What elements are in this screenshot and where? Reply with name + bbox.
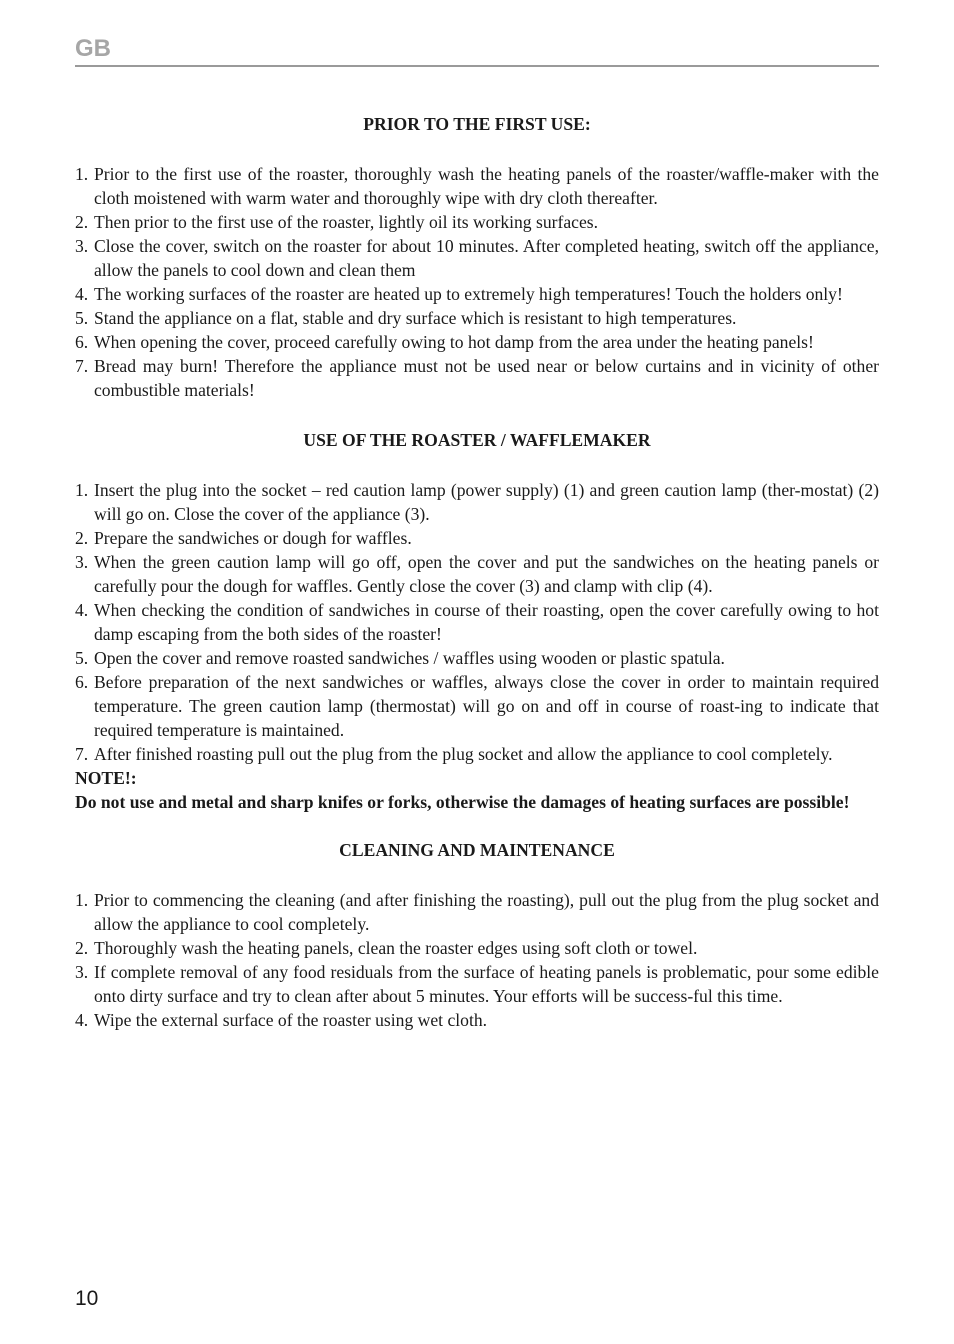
list-item: [75, 354, 879, 402]
section-title-first-use: PRIOR TO THE FIRST USE:: [363, 114, 591, 134]
list-item: [75, 330, 879, 354]
item-number: 6.: [75, 672, 89, 692]
item-number: 3.: [75, 962, 89, 982]
item-number: 7.: [75, 356, 89, 376]
item-text: If complete removal of any food residuals from the surface of heating panels is problematic, pour some edible onto dirty surface and try to clean after about 5 minutes. Your efforts will be success-ful this time.: [94, 962, 879, 1006]
manual-content: [75, 112, 879, 1058]
list-item: [75, 526, 879, 550]
item-number: 3.: [75, 552, 89, 572]
item-text: When opening the cover, proceed carefully owing to hot damp from the area under the heating panels!: [94, 332, 814, 352]
language-tag: GB: [75, 35, 111, 62]
list-item: [75, 742, 879, 766]
item-number: 5.: [75, 648, 89, 668]
cleaning-list: [75, 888, 879, 1032]
section-title-use: USE OF THE ROASTER / WAFFLEMAKER: [303, 430, 651, 450]
item-text: After finished roasting pull out the plug from the plug socket and allow the appliance to cool completely.: [94, 744, 833, 764]
note-label: NOTE!:: [75, 768, 137, 788]
item-number: 1.: [75, 164, 89, 184]
list-item: [75, 888, 879, 936]
list-item: [75, 960, 879, 1008]
item-number: 4.: [75, 1010, 89, 1030]
item-number: 3.: [75, 236, 89, 256]
page-number: 10: [75, 1287, 99, 1310]
list-item: [75, 306, 879, 330]
first-use-list: [75, 162, 879, 402]
list-item: [75, 478, 879, 526]
item-text: Prepare the sandwiches or dough for waffles.: [94, 528, 412, 548]
item-number: 2.: [75, 528, 89, 548]
item-number: 4.: [75, 284, 89, 304]
list-item: [75, 162, 879, 210]
item-text: Prior to the first use of the roaster, thoroughly wash the heating panels of the roaster/waffle-maker with the cloth moistened with warm water and thoroughly wipe with dry cloth thereafter.: [94, 164, 879, 208]
item-text: Before preparation of the next sandwiches or waffles, always close the cover in order to maintain required temperature. The green caution lamp (thermostat) will go on and off in course of roast-ing to indicate that required temperature is maintained.: [94, 672, 879, 740]
item-text: Then prior to the first use of the roaster, lightly oil its working surfaces.: [94, 212, 599, 232]
header-divider: [75, 65, 879, 67]
list-item: [75, 646, 879, 670]
item-text: Bread may burn! Therefore the appliance must not be used near or below curtains and in vicinity of other combustible materials!: [94, 356, 879, 400]
list-item: [75, 598, 879, 646]
list-item: [75, 936, 879, 960]
note-text: Do not use and metal and sharp knifes or forks, otherwise the damages of heating surfaces are possible!: [75, 792, 850, 812]
item-text: Open the cover and remove roasted sandwiches / waffles using wooden or plastic spatula.: [94, 648, 725, 668]
item-text: Wipe the external surface of the roaster using wet cloth.: [94, 1010, 488, 1030]
item-number: 2.: [75, 212, 89, 232]
item-text: Prior to commencing the cleaning (and after finishing the roasting), pull out the plug from the plug socket and allow the appliance to cool completely.: [94, 890, 879, 934]
item-number: 6.: [75, 332, 89, 352]
item-number: 1.: [75, 890, 89, 910]
list-item: [75, 282, 879, 306]
item-text: Insert the plug into the socket – red caution lamp (power supply) (1) and green caution lamp (ther-mostat) (2) will go on. Close the cover of the appliance (3).: [94, 480, 879, 524]
item-text: Close the cover, switch on the roaster for about 10 minutes. After completed heating, switch off the appliance, allow the panels to cool down and clean them: [94, 236, 879, 280]
list-item: [75, 210, 879, 234]
list-item: [75, 234, 879, 282]
item-number: 4.: [75, 600, 89, 620]
item-number: 1.: [75, 480, 89, 500]
section-title-cleaning: CLEANING AND MAINTENANCE: [339, 840, 615, 860]
list-item: [75, 670, 879, 742]
item-text: The working surfaces of the roaster are heated up to extremely high temperatures! Touch the holders only!: [94, 284, 843, 304]
item-number: 2.: [75, 938, 89, 958]
item-text: When checking the condition of sandwiches in course of their roasting, open the cover carefully owing to hot damp escaping from the both sides of the roaster!: [94, 600, 879, 644]
use-list: [75, 478, 879, 766]
item-text: When the green caution lamp will go off, open the cover and put the sandwiches on the heating panels or carefully pour the dough for waffles. Gently close the cover (3) and clamp with clip (4).: [94, 552, 879, 596]
item-number: 5.: [75, 308, 89, 328]
list-item: [75, 550, 879, 598]
list-item: [75, 1008, 879, 1032]
item-text: Thoroughly wash the heating panels, clean the roaster edges using soft cloth or towel.: [94, 938, 698, 958]
item-text: Stand the appliance on a flat, stable and dry surface which is resistant to high temperatures.: [94, 308, 737, 328]
item-number: 7.: [75, 744, 89, 764]
